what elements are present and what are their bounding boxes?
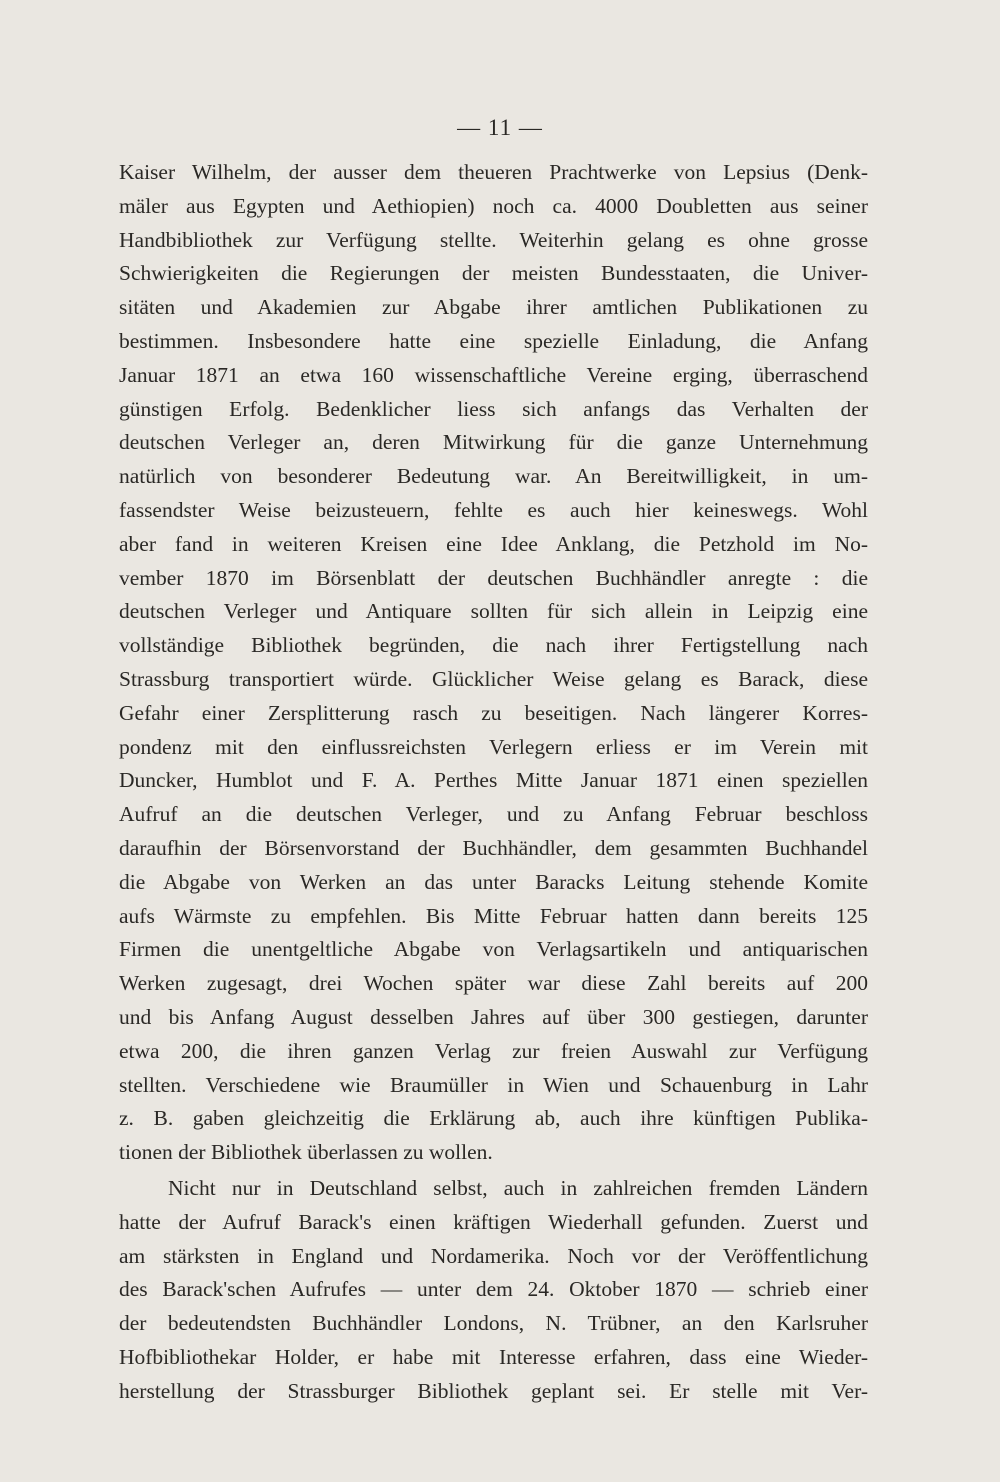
text-line: hatte der Aufruf Barack's einen kräftigen Wiederhall gefunden. Zuerst und xyxy=(119,1209,868,1234)
text-line: Strassburg transportiert würde. Glücklicher Weise gelang es Barack, diese xyxy=(119,666,868,691)
text-line: vember 1870 im Börsenblatt der deutschen Buchhändler anregte : die xyxy=(119,565,868,590)
text-line: aber fand in weiteren Kreisen eine Idee Anklang, die Petzhold im No- xyxy=(119,531,868,556)
text-line: pondenz mit den einflussreichsten Verlegern erliess er im Verein mit xyxy=(119,734,868,759)
text-line: Januar 1871 an etwa 160 wissenschaftliche Vereine erging, überraschend xyxy=(119,362,868,387)
text-line: Kaiser Wilhelm, der ausser dem theueren Prachtwerke von Lepsius (Denk- xyxy=(119,160,868,184)
text-line: der bedeutendsten Buchhändler Londons, N. Trübner, an den Karlsruher xyxy=(119,1311,868,1336)
text-line: Gefahr einer Zersplitterung rasch zu beseitigen. Nach längerer Korres- xyxy=(119,700,868,725)
text-line: Nicht nur in Deutschland selbst, auch in zahlreichen fremden Ländern xyxy=(168,1175,868,1200)
text-line: herstellung der Strassburger Bibliothek geplant sei. Er stelle mit Ver- xyxy=(119,1378,868,1403)
text-line: günstigen Erfolg. Bedenklicher liess sich anfangs das Verhalten der xyxy=(119,396,868,421)
page-number: — 11 — xyxy=(457,115,543,140)
text-line: stellten. Verschiedene wie Braumüller in Wien und Schauenburg in Lahr xyxy=(119,1072,868,1097)
text-line: deutschen Verleger und Antiquare sollten für sich allein in Leipzig eine xyxy=(119,599,868,624)
text-line: daraufhin der Börsenvorstand der Buchhändler, dem gesammten Buchhandel xyxy=(119,835,868,860)
text-line: Handbibliothek zur Verfügung stellte. Weiterhin gelang es ohne grosse xyxy=(119,227,868,252)
text-line: die Abgabe von Werken an das unter Baracks Leitung stehende Komite xyxy=(119,869,868,894)
text-line: Werken zugesagt, drei Wochen später war diese Zahl bereits auf 200 xyxy=(119,971,868,996)
text-line: Schwierigkeiten die Regierungen der meisten Bundesstaaten, die Univer- xyxy=(119,261,868,286)
text-line: natürlich von besonderer Bedeutung war. An Bereitwilligkeit, in um- xyxy=(119,464,868,489)
paragraph-1 xyxy=(119,156,868,1170)
text-line: fassendster Weise beizusteuern, fehlte es auch hier keineswegs. Wohl xyxy=(119,497,868,522)
text-line: mäler aus Egypten und Aethiopien) noch ca. 4000 Doubletten aus seiner xyxy=(119,193,868,218)
text-line: bestimmen. Insbesondere hatte eine spezielle Einladung, die Anfang xyxy=(119,328,868,353)
text-line: sitäten und Akademien zur Abgabe ihrer amtlichen Publikationen zu xyxy=(119,295,868,320)
body-text xyxy=(119,156,868,1408)
text-line: deutschen Verleger an, deren Mitwirkung für die ganze Unternehmung xyxy=(119,430,868,455)
text-line: tionen der Bibliothek überlassen zu wollen. xyxy=(119,1140,493,1165)
text-line: Firmen die unentgeltliche Abgabe von Verlagsartikeln und antiquarischen xyxy=(119,937,868,962)
paragraph-2 xyxy=(119,1172,868,1409)
text-line: Hofbibliothekar Holder, er habe mit Interesse erfahren, dass eine Wieder- xyxy=(119,1344,868,1369)
text-line: etwa 200, die ihren ganzen Verlag zur freien Auswahl zur Verfügung xyxy=(119,1038,868,1063)
text-line: und bis Anfang August desselben Jahres auf über 300 gestiegen, darunter xyxy=(119,1004,868,1029)
text-line: aufs Wärmste zu empfehlen. Bis Mitte Februar hatten dann bereits 125 xyxy=(119,903,868,928)
text-line: Duncker, Humblot und F. A. Perthes Mitte Januar 1871 einen speziellen xyxy=(119,768,868,793)
text-line: am stärksten in England und Nordamerika. Noch vor der Veröffentlichung xyxy=(119,1243,868,1268)
text-line: vollständige Bibliothek begründen, die nach ihrer Fertigstellung nach xyxy=(119,633,868,658)
text-line: z. B. gaben gleichzeitig die Erklärung ab, auch ihre künftigen Publika- xyxy=(119,1106,868,1131)
text-line: des Barack'schen Aufrufes — unter dem 24. Oktober 1870 — schrieb einer xyxy=(119,1277,868,1302)
text-line: Aufruf an die deutschen Verleger, und zu Anfang Februar beschloss xyxy=(119,802,868,827)
